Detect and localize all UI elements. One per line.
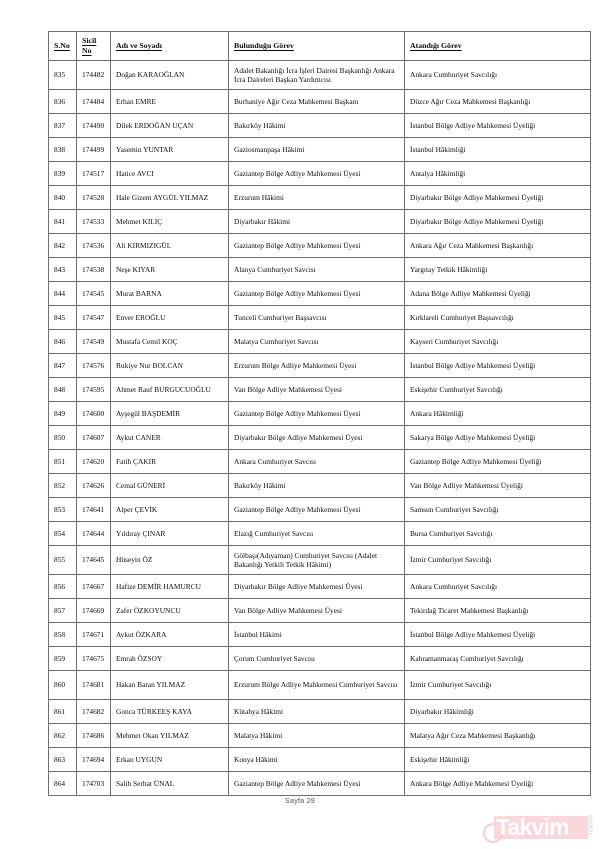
table-row	[49, 306, 591, 330]
cell-current-post: Gaziantep Bölge Adliye Mahkemesi Üyesi	[229, 162, 405, 186]
cell-current-post: Diyarbakır Bölge Adliye Mahkemesi Üyesi	[229, 575, 405, 599]
cell-current-post: Gaziosmanpaşa Hâkimi	[229, 138, 405, 162]
cell-assigned-post: Eskişehir Hâkimliği	[405, 748, 591, 772]
cell-sno: 852	[49, 474, 77, 498]
table-row	[49, 330, 591, 354]
cell-assigned-post: İzmir Cumhuriyet Savcılığı	[405, 671, 591, 700]
cell-name: Erhan EMRE	[111, 90, 229, 114]
cell-sno: 843	[49, 258, 77, 282]
cell-assigned-post: Ankara Cumhuriyet Savcılığı	[405, 61, 591, 90]
cell-sno: 853	[49, 498, 77, 522]
cell-sicil-no: 174620	[77, 450, 111, 474]
cell-name: Hafize DEMİR HAMURCU	[111, 575, 229, 599]
cell-sicil-no: 174669	[77, 599, 111, 623]
table-row	[49, 599, 591, 623]
cell-assigned-post: Tekirdağ Ticaret Mahkemesi Başkanlığı	[405, 599, 591, 623]
cell-sicil-no: 174549	[77, 330, 111, 354]
column-header-sicil-no: Sicil No	[77, 32, 111, 61]
table-row	[49, 450, 591, 474]
cell-name: Mustafa Cemil KOÇ	[111, 330, 229, 354]
cell-current-post: Gaziantep Bölge Adliye Mahkemesi Üyesi	[229, 402, 405, 426]
cell-sicil-no: 174547	[77, 306, 111, 330]
cell-sicil-no: 174644	[77, 522, 111, 546]
cell-name: Zafer ÖZKOYUNCU	[111, 599, 229, 623]
cell-assigned-post: Bursa Cumhuriyet Savcılığı	[405, 522, 591, 546]
cell-name: Neşe KIYAR	[111, 258, 229, 282]
watermark-brand: Takvim	[496, 814, 569, 840]
table-row	[49, 700, 591, 724]
cell-name: Ayşegül BAŞDEMİR	[111, 402, 229, 426]
cell-assigned-post: İstanbul Hâkimliği	[405, 138, 591, 162]
cell-current-post: Diyarbakır Hâkimi	[229, 210, 405, 234]
cell-sicil-no: 174538	[77, 258, 111, 282]
cell-sno: 837	[49, 114, 77, 138]
cell-sno: 842	[49, 234, 77, 258]
cell-sno: 855	[49, 546, 77, 575]
cell-name: Mehmet Okan YILMAZ	[111, 724, 229, 748]
table-row	[49, 724, 591, 748]
cell-assigned-post: Antalya Hâkimliği	[405, 162, 591, 186]
cell-current-post: Çorum Cumhuriyet Savcısı	[229, 647, 405, 671]
cell-current-post: Erzurum Hâkimi	[229, 186, 405, 210]
cell-name: Hakan Baran YILMAZ	[111, 671, 229, 700]
cell-sno: 856	[49, 575, 77, 599]
cell-sicil-no: 174490	[77, 114, 111, 138]
cell-name: Dilek ERDOĞAN UÇAN	[111, 114, 229, 138]
table-row	[49, 282, 591, 306]
cell-assigned-post: Düzce Ağır Ceza Mahkemesi Başkanlığı	[405, 90, 591, 114]
cell-sicil-no: 174528	[77, 186, 111, 210]
cell-sno: 851	[49, 450, 77, 474]
cell-sno: 840	[49, 186, 77, 210]
cell-sno: 863	[49, 748, 77, 772]
cell-current-post: Erzurum Bölge Adliye Mahkemesi Cumhuriyet Savcısı	[229, 671, 405, 700]
cell-sicil-no: 174482	[77, 61, 111, 90]
cell-assigned-post: Yargıtay Tetkik Hâkimliği	[405, 258, 591, 282]
cell-sno: 845	[49, 306, 77, 330]
cell-sicil-no: 174517	[77, 162, 111, 186]
table-body	[49, 61, 591, 796]
cell-sicil-no: 174703	[77, 772, 111, 796]
cell-assigned-post: Adana Bölge Adliye Mahkemesi Üyeliği	[405, 282, 591, 306]
table-row	[49, 210, 591, 234]
cell-current-post: Malatya Hâkimi	[229, 724, 405, 748]
cell-name: Yasemin YUNTAR	[111, 138, 229, 162]
watermark-bar	[494, 816, 588, 839]
cell-current-post: Bakırköy Hâkimi	[229, 474, 405, 498]
cell-current-post: Bakırköy Hâkimi	[229, 114, 405, 138]
cell-sno: 859	[49, 647, 77, 671]
cell-name: Doğan KARAOĞLAN	[111, 61, 229, 90]
cell-sno: 857	[49, 599, 77, 623]
cell-current-post: Alanya Cumhuriyet Savcısı	[229, 258, 405, 282]
cell-name: Alper ÇEVİK	[111, 498, 229, 522]
cell-sno: 839	[49, 162, 77, 186]
cell-sicil-no: 174533	[77, 210, 111, 234]
cell-name: Hüseyin ÖZ	[111, 546, 229, 575]
cell-assigned-post: Diyarbakır Bölge Adliye Mahkemesi Üyeliği	[405, 186, 591, 210]
cell-current-post: Gaziantep Bölge Adliye Mahkemesi Üyesi	[229, 498, 405, 522]
cell-name: Salih Serhat ÜNAL	[111, 772, 229, 796]
appointment-table-container	[48, 31, 590, 796]
table-row	[49, 402, 591, 426]
table-row	[49, 114, 591, 138]
cell-sno: 847	[49, 354, 77, 378]
table-row	[49, 575, 591, 599]
cell-name: Cemal GÜNERİ	[111, 474, 229, 498]
column-header-assigned-post: Atandığı Görev	[405, 32, 591, 61]
cell-name: Gonca TÜRKEEŞ KAYA	[111, 700, 229, 724]
table-row	[49, 498, 591, 522]
takvim-watermark	[476, 805, 594, 847]
cell-assigned-post: Kayseri Cumhuriyet Savcılığı	[405, 330, 591, 354]
cell-assigned-post: Ankara Ağır Ceza Mahkemesi Başkanlığı	[405, 234, 591, 258]
cell-assigned-post: Ankara Hâkimliği	[405, 402, 591, 426]
cell-sicil-no: 174499	[77, 138, 111, 162]
appointment-table	[48, 31, 591, 796]
cell-name: Emrah ÖZSOY	[111, 647, 229, 671]
cell-sno: 841	[49, 210, 77, 234]
cell-current-post: Burhaniye Ağır Ceza Mahkemesi Başkanı	[229, 90, 405, 114]
cell-assigned-post: İzmir Cumhuriyet Savcılığı	[405, 546, 591, 575]
cell-sno: 836	[49, 90, 77, 114]
table-row	[49, 522, 591, 546]
cell-assigned-post: İstanbul Bölge Adliye Mahkemesi Üyeliği	[405, 623, 591, 647]
cell-assigned-post: Malatya Ağır Ceza Mahkemesi Başkanlığı	[405, 724, 591, 748]
cell-sicil-no: 174595	[77, 378, 111, 402]
cell-sno: 850	[49, 426, 77, 450]
cell-sicil-no: 174645	[77, 546, 111, 575]
cell-sno: 861	[49, 700, 77, 724]
cell-current-post: Gölbaşı(Adıyaman) Cumhuriyet Savcısı (Adalet Bakanlığı Yetkili Tetkik Hâkimi)	[229, 546, 405, 575]
column-header-sno: S.No	[49, 32, 77, 61]
cell-sicil-no: 174545	[77, 282, 111, 306]
table-row	[49, 90, 591, 114]
cell-name: Erkan UYGUN	[111, 748, 229, 772]
cell-assigned-post: Ankara Cumhuriyet Savcılığı	[405, 575, 591, 599]
cell-name: Enver EROĞLU	[111, 306, 229, 330]
cell-sno: 846	[49, 330, 77, 354]
table-row	[49, 647, 591, 671]
table-row	[49, 426, 591, 450]
cell-current-post: İstanbul Hâkimi	[229, 623, 405, 647]
cell-current-post: Ankara Cumhuriyet Savcısı	[229, 450, 405, 474]
table-row	[49, 748, 591, 772]
cell-current-post: Erzurum Bölge Adliye Mahkemesi Üyesi	[229, 354, 405, 378]
cell-sno: 848	[49, 378, 77, 402]
cell-name: Ahmet Rauf BURGUCUOĞLU	[111, 378, 229, 402]
cell-assigned-post: Sakarya Bölge Adliye Mahkemesi Üyeliği	[405, 426, 591, 450]
cell-sno: 844	[49, 282, 77, 306]
table-row	[49, 186, 591, 210]
cell-sno: 838	[49, 138, 77, 162]
cell-assigned-post: Samsun Cumhuriyet Savcılığı	[405, 498, 591, 522]
cell-name: Aykut ÖZKARA	[111, 623, 229, 647]
cell-assigned-post: Gaziantep Bölge Adliye Mahkemesi Üyeliği	[405, 450, 591, 474]
cell-current-post: Gaziantep Bölge Adliye Mahkemesi Üyesi	[229, 234, 405, 258]
watermark-swirl-icon	[479, 819, 507, 847]
cell-assigned-post: Van Bölge Adliye Mahkemesi Üyeliği	[405, 474, 591, 498]
cell-current-post: Elazığ Cumhuriyet Savcısı	[229, 522, 405, 546]
cell-current-post: Tunceli Cumhuriyet Başsavcısı	[229, 306, 405, 330]
cell-sicil-no: 174675	[77, 647, 111, 671]
cell-sicil-no: 174682	[77, 700, 111, 724]
cell-sicil-no: 174607	[77, 426, 111, 450]
table-row	[49, 378, 591, 402]
cell-current-post: Gaziantep Bölge Adliye Mahkemesi Üyesi	[229, 772, 405, 796]
cell-sno: 860	[49, 671, 77, 700]
cell-sno: 835	[49, 61, 77, 90]
cell-current-post: Diyarbakır Bölge Adliye Mahkemesi Üyesi	[229, 426, 405, 450]
cell-assigned-post: İstanbul Bölge Adliye Mahkemesi Üyeliği	[405, 354, 591, 378]
cell-name: Mehmet KILIÇ	[111, 210, 229, 234]
cell-sicil-no: 174686	[77, 724, 111, 748]
table-row	[49, 623, 591, 647]
table-row	[49, 234, 591, 258]
table-header	[49, 32, 591, 61]
column-header-current-post: Bulunduğu Görev	[229, 32, 405, 61]
table-row	[49, 772, 591, 796]
cell-sno: 858	[49, 623, 77, 647]
page-number-footer: Sayfa 29	[285, 796, 315, 805]
cell-name: Yıldıray ÇINAR	[111, 522, 229, 546]
table-row	[49, 546, 591, 575]
watermark-domain: com.tr	[587, 815, 593, 836]
cell-sicil-no: 174536	[77, 234, 111, 258]
cell-current-post: Adalet Bakanlığı İcra İşleri Dairesi Başkanlığı Ankara İcra Daireleri Başkan Yardımcısı	[229, 61, 405, 90]
cell-sicil-no: 174681	[77, 671, 111, 700]
cell-assigned-post: İstanbul Bölge Adliye Mahkemesi Üyeliği	[405, 114, 591, 138]
cell-assigned-post: Ankara Bölge Adliye Mahkemesi Üyeliği	[405, 772, 591, 796]
cell-name: Aykut CANER	[111, 426, 229, 450]
table-row	[49, 258, 591, 282]
cell-current-post: Konya Hâkimi	[229, 748, 405, 772]
table-row	[49, 61, 591, 90]
cell-sno: 862	[49, 724, 77, 748]
cell-assigned-post: Eskişehir Cumhuriyet Savcılığı	[405, 378, 591, 402]
table-header-row	[49, 32, 591, 61]
cell-sicil-no: 174641	[77, 498, 111, 522]
table-row	[49, 474, 591, 498]
cell-assigned-post: Kahramanmaraş Cumhuriyet Savcılığı	[405, 647, 591, 671]
cell-name: Rukiye Nur BOLCAN	[111, 354, 229, 378]
cell-sno: 854	[49, 522, 77, 546]
column-header-name: Adı ve Soyadı	[111, 32, 229, 61]
cell-sicil-no: 174671	[77, 623, 111, 647]
cell-sicil-no: 174484	[77, 90, 111, 114]
cell-current-post: Gaziantep Bölge Adliye Mahkemesi Üyesi	[229, 282, 405, 306]
table-row	[49, 671, 591, 700]
cell-assigned-post: Kırklareli Cumhuriyet Başsavcılığı	[405, 306, 591, 330]
cell-sicil-no: 174600	[77, 402, 111, 426]
table-row	[49, 162, 591, 186]
cell-assigned-post: Diyarbakır Bölge Adliye Mahkemesi Üyeliği	[405, 210, 591, 234]
cell-name: Hale Gizem AYGÜL YILMAZ	[111, 186, 229, 210]
cell-sicil-no: 174667	[77, 575, 111, 599]
cell-sno: 864	[49, 772, 77, 796]
cell-sno: 849	[49, 402, 77, 426]
cell-name: Murat BARNA	[111, 282, 229, 306]
cell-sicil-no: 174694	[77, 748, 111, 772]
cell-current-post: Van Bölge Adliye Mahkemesi Üyesi	[229, 378, 405, 402]
table-row	[49, 354, 591, 378]
cell-assigned-post: Diyarbakır Hâkimliği	[405, 700, 591, 724]
cell-sicil-no: 174576	[77, 354, 111, 378]
cell-current-post: Malatya Cumhuriyet Savcısı	[229, 330, 405, 354]
cell-sicil-no: 174626	[77, 474, 111, 498]
cell-current-post: Van Bölge Adliye Mahkemesi Üyesi	[229, 599, 405, 623]
cell-current-post: Kütahya Hâkimi	[229, 700, 405, 724]
cell-name: Ali KIRMIZIGÜL	[111, 234, 229, 258]
cell-name: Hatice AVCI	[111, 162, 229, 186]
cell-name: Fatih ÇAKIR	[111, 450, 229, 474]
table-row	[49, 138, 591, 162]
